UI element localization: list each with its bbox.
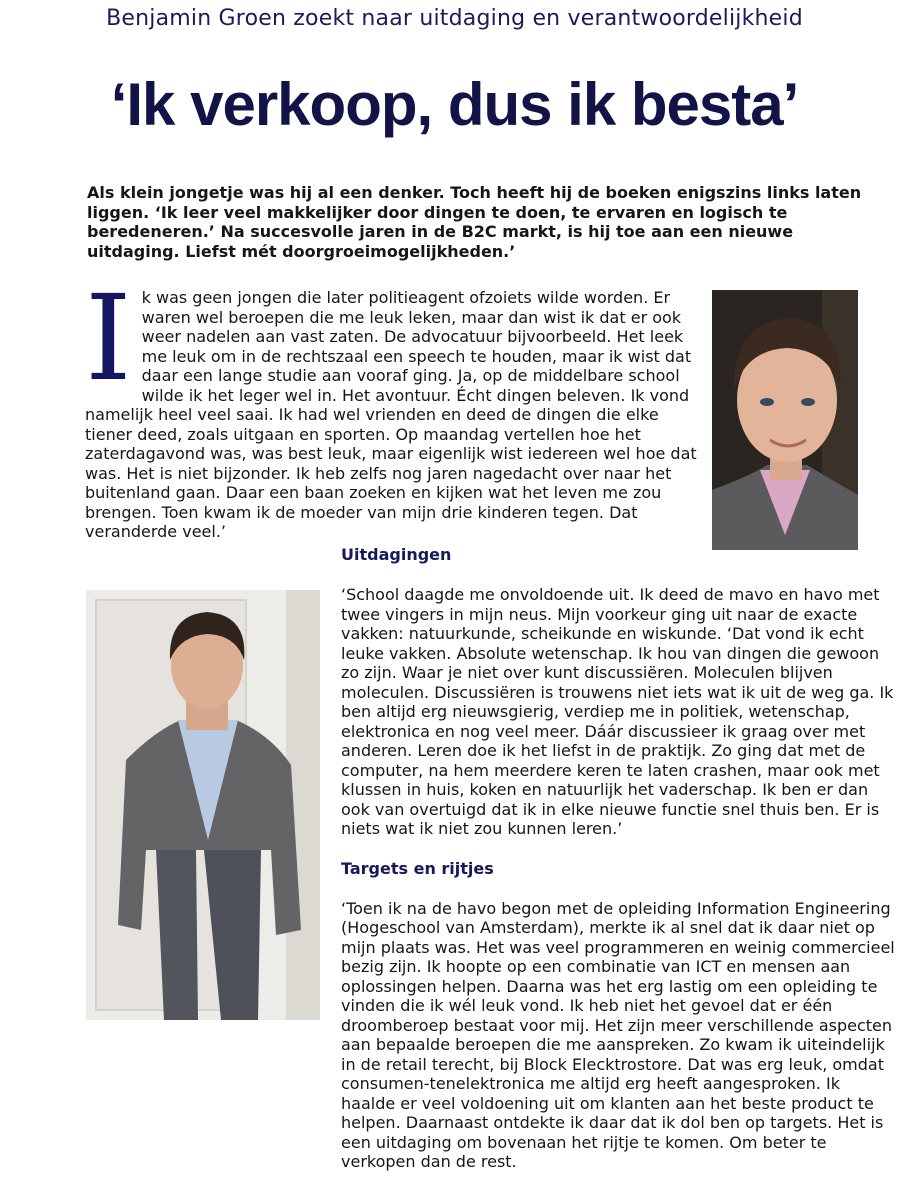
intro-text: Als klein jongetje was hij al een denker. Toch heeft hij de boeken enigszins links laten liggen. ‘Ik leer veel makkelijker door dingen te doen, te ervaren en logisch te beredeneren.’ Na succesvolle jaren in de B2C markt, is hij toe aan een nieuwe uitdaging. Liefst mét doorgroeimogelijkheden.’ — [87, 183, 862, 261]
drop-cap: I — [85, 269, 132, 407]
second-column — [341, 545, 896, 1172]
article-intro — [87, 183, 887, 261]
opening-paragraph: k was geen jongen die later politieagent ofzoiets wilde worden. Er waren wel beroepen die me leuk leken, maar dan wist ik dat er ook weer nadelen aan vast zaten. De advocatuur bijvoorbeeld. Het leek me leuk om in de rechtszaal een speech te houden, maar ik wist dat daar een lange studie aan vooraf ging. Ja, op de middelbare school wilde ik het leger wel in. Het avontuur. Écht dingen beleven. Ik vond namelijk heel veel saai. Ik had wel vrienden en deed de dingen die elke tiener deed, zoals uitgaan en sporten. Op maandag vertellen hoe het zaterdagavond was, was best leuk, maar eigenlijk wist iedereen wel hoe dat was. Het is niet bijzonder. Ik heb zelfs nog jaren nagedacht over naar het buitenland gaan. Daar een baan zoeken en kijken wat het leven me zou brengen. Toen kwam ik de moeder van mijn drie kinderen tegen. Dat veranderde veel.’ — [85, 288, 697, 541]
article-kicker: Benjamin Groen zoekt naar uitdaging en verantwoordelijkheid — [106, 6, 803, 31]
section-text-targets: ‘Toen ik na de havo begon met de opleiding Information Engineering (Hogeschool van Amsterdam), merkte ik al snel dat ik daar niet op mijn plaats was. Het was veel programmeren en weinig commercieel bezig zijn. Ik hoopte op een combinatie van ICT en mensen aan oplossingen helpen. Daarna was het erg lastig om een opleiding te vinden die ik wél leuk vond. Ik heb niet het gevoel dat er één droomberoep bestaat voor mij. Het zijn meer verschillende aspecten aan bepaalde beroepen die me aanspreken. Zo kwam ik uiteindelijk in de retail terecht, bij Block Elecktrostore. Dat was erg leuk, omdat consumen-tenelektronica me altijd erg heeft aangesproken. Ik haalde er veel voldoening uit om klanten aan het beste product te helpen. Daarnaast ontdekte ik daar dat ik dol ben op targets. Het is een uitdaging om bovenaan het rijtje te komen. Om beter te verkopen dan de rest. — [341, 898, 895, 1171]
article-headline: ‘Ik verkoop, dus ik besta’ — [110, 71, 799, 138]
opening-column — [85, 269, 710, 542]
section-text-uitdagingen: ‘School daagde me onvoldoende uit. Ik deed de mavo en havo met twee vingers in mijn neus. Mijn voorkeur ging uit naar de exacte vakken: natuurkunde, scheikunde en wiskunde. ‘Dat vond ik echt leuke vakken. Absolute wetenschap. Ik hou van dingen die gewoon zo zijn. Waar je niet over kunt discussiëren. Moleculen blijven moleculen. Discussiëren is trouwens niet iets wat ik uit de weg ga. Ik ben altijd erg nieuwsgierig, verdiep me in politiek, wetenschap, elektronica en nog veel meer. Dáár discussieer ik graag over met anderen. Leren doe ik het liefst in de praktijk. Zo ging dat met de computer, na hem meerdere keren te laten crashen, maar ook met klussen in huis, koken en natuurlijk het vaderschap. Ik ben er dan ook van overtuigd dat ik in elke nieuwe functie snel thuis ben. Er is niets wat ik niet zou kunnen leren.’ — [341, 585, 894, 838]
full-body-photo — [86, 590, 320, 1020]
section-heading-targets: Targets en rijtjes — [341, 858, 494, 878]
section-heading-uitdagingen: Uitdagingen — [341, 545, 452, 564]
portrait-photo — [712, 290, 858, 550]
